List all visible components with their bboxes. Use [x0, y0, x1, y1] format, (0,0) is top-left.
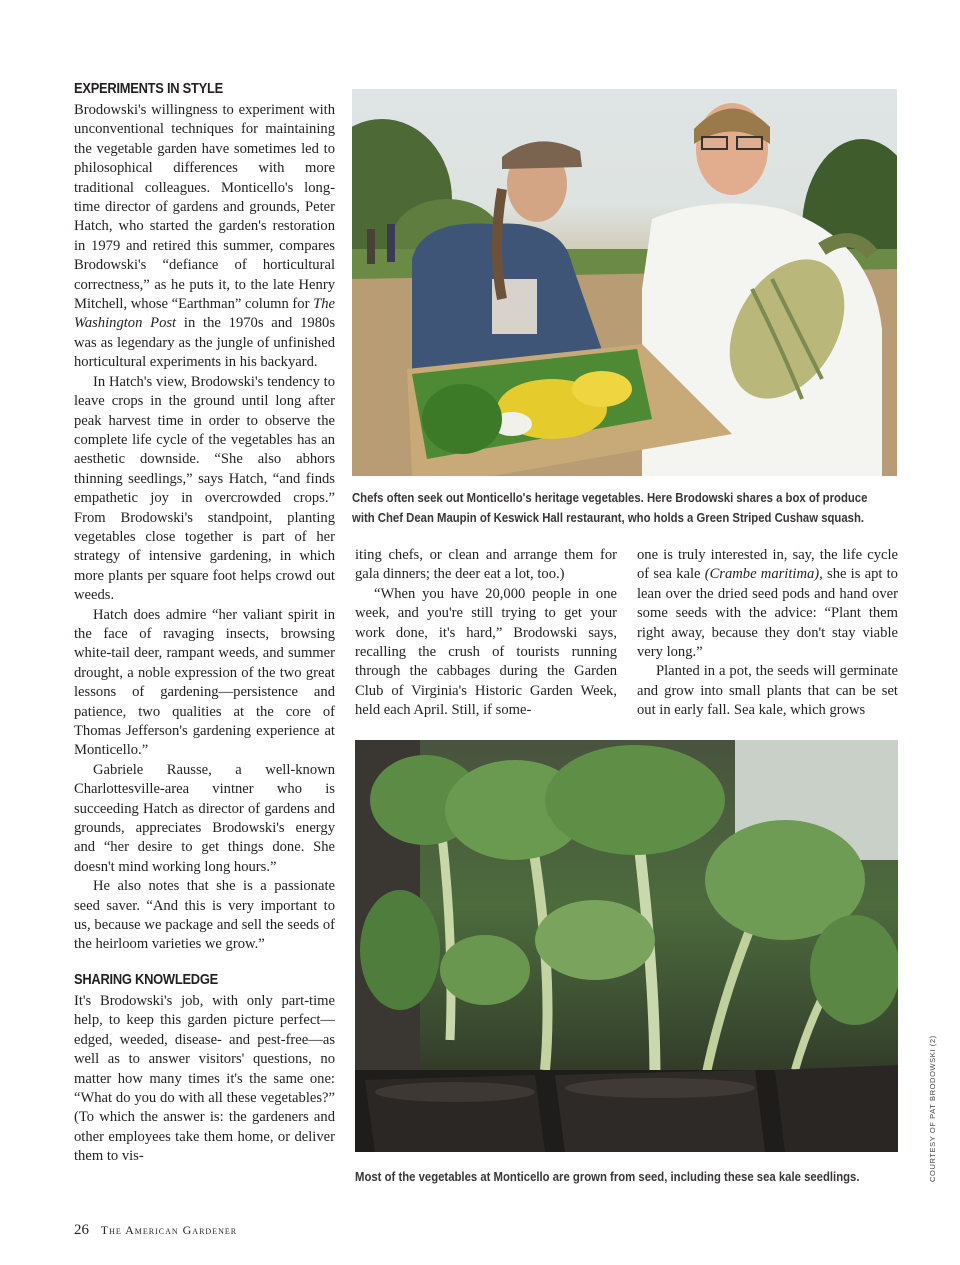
- body-paragraph: iting chefs, or clean and arrange them for gala dinners; the deer eat a lot, too.): [355, 547, 617, 583]
- body-paragraph: It's Brodowski's job, with only part-time help, to keep this garden picture perfect—edged, weeded, disease- and pest-free—as well as to answer visitors' questions, no matter how many times it's the same one: “What do you do with all these vegetables?” (To which the answer is: the gardeners and other employees take them home, or deliver them to vis-: [74, 992, 335, 1165]
- body-paragraph: Gabriele Rausse, a well-known Charlottesville-area vintner who is succeeding Hatch as director of gardens and grounds, appreciates Brodowski's energy and “her desire to get things done. She doesn't mind working long hours.”: [74, 761, 335, 875]
- right-column: [637, 546, 898, 721]
- photo-credit: COURTESY OF PAT BRODOWSKI (2): [928, 1035, 937, 1182]
- body-paragraph: In Hatch's view, Brodowski's tendency to leave crops in the ground until long after peak harvest time in order to observe the complete life cycle of the vegetables has an aesthetic downside. “She also abhors thinning seedlings,” says Hatch, “and finds empathetic joy in overcrowded crops.” From Brodowski's standpoint, planting vegetables close together is part of her strategy of intensive gardening, in which more plants per square foot helps crowd out weeds.: [74, 373, 335, 604]
- section-heading-sharing: SHARING KNOWLEDGE: [74, 970, 218, 988]
- body-paragraph: [637, 546, 898, 662]
- body-paragraph: Planted in a pot, the seeds will germinate and grow into small plants that can be set out in early fall. Sea kale, which grows: [637, 663, 898, 719]
- kale-seedlings-photo: [355, 740, 898, 1152]
- publication-title: The Washington Post: [74, 296, 335, 332]
- publication-name: The American Gardener: [100, 1223, 238, 1237]
- body-paragraph: “When you have 20,000 people in one week, and you're still trying to get your work done, it's hard,” Brodowski says, recalling the crush of tourists running through the cabbages during the Garden Club of Virginia's Historic Garden Week, held each April. Still, if some-: [355, 585, 617, 719]
- kale-photo-caption: Most of the vegetables at Monticello are grown from seed, including these sea kale seedlings.: [355, 1170, 860, 1184]
- text-run: Brodowski's willingness to experiment with unconventional techniques for maintaining the vegetable garden have sometimes led to philosophical differences with more traditional colleagues. Monticello's long-time director of gardens and grounds, Peter Hatch, who started the garden's restoration in 1979 and retired this summer, compares Brodowski's “defiance of horticultural correctness,” as he puts it, to the late Henry Mitchell, whose “Earthman” column for: [74, 102, 335, 313]
- section-heading-experiments: EXPERIMENTS IN STYLE: [74, 80, 223, 97]
- kale-seedlings-illustration: [355, 740, 898, 1152]
- caption-line: Chefs often seek out Monticello's heritage vegetables. Here Brodowski shares a box of produce: [352, 491, 868, 505]
- body-paragraph: He also notes that she is a passionate seed saver. “And this is very important to us, because we package and sell the seeds of the heirloom varieties we grow.”: [74, 878, 335, 953]
- chefs-photo: [352, 89, 897, 476]
- text-run: in the 1970s and 1980s was as legendary as the jungle of unfinished horticultural experiments in his backyard.: [74, 315, 336, 371]
- caption-line: with Chef Dean Maupin of Keswick Hall restaurant, who holds a Green Striped Cushaw squash.: [352, 511, 865, 525]
- left-column: [74, 78, 335, 1167]
- chefs-photo-illustration: [352, 89, 897, 476]
- middle-column: [355, 546, 617, 721]
- botanical-name: (Crambe maritima),: [704, 566, 823, 583]
- page-number: 26: [74, 1222, 89, 1238]
- chefs-photo-caption: [352, 488, 867, 528]
- body-paragraph: [74, 101, 335, 373]
- page-footer: [74, 1222, 237, 1239]
- text-run: one is truly interested in, say, the life cycle of sea kale: [637, 547, 898, 583]
- body-paragraph: Hatch does admire “her valiant spirit in the face of ravaging insects, browsing white-tail deer, rampant weeds, and summer drought, a noble expression of the two great lessons of gardening—persistence and patience, two qualities at the core of Thomas Jefferson's gardening experience at Monticello.”: [74, 606, 335, 759]
- text-run: she is apt to lean over the dried seed pods and hand over some seeds with the advice: “Plant them right away, because they don't stay viable very long.”: [637, 566, 898, 661]
